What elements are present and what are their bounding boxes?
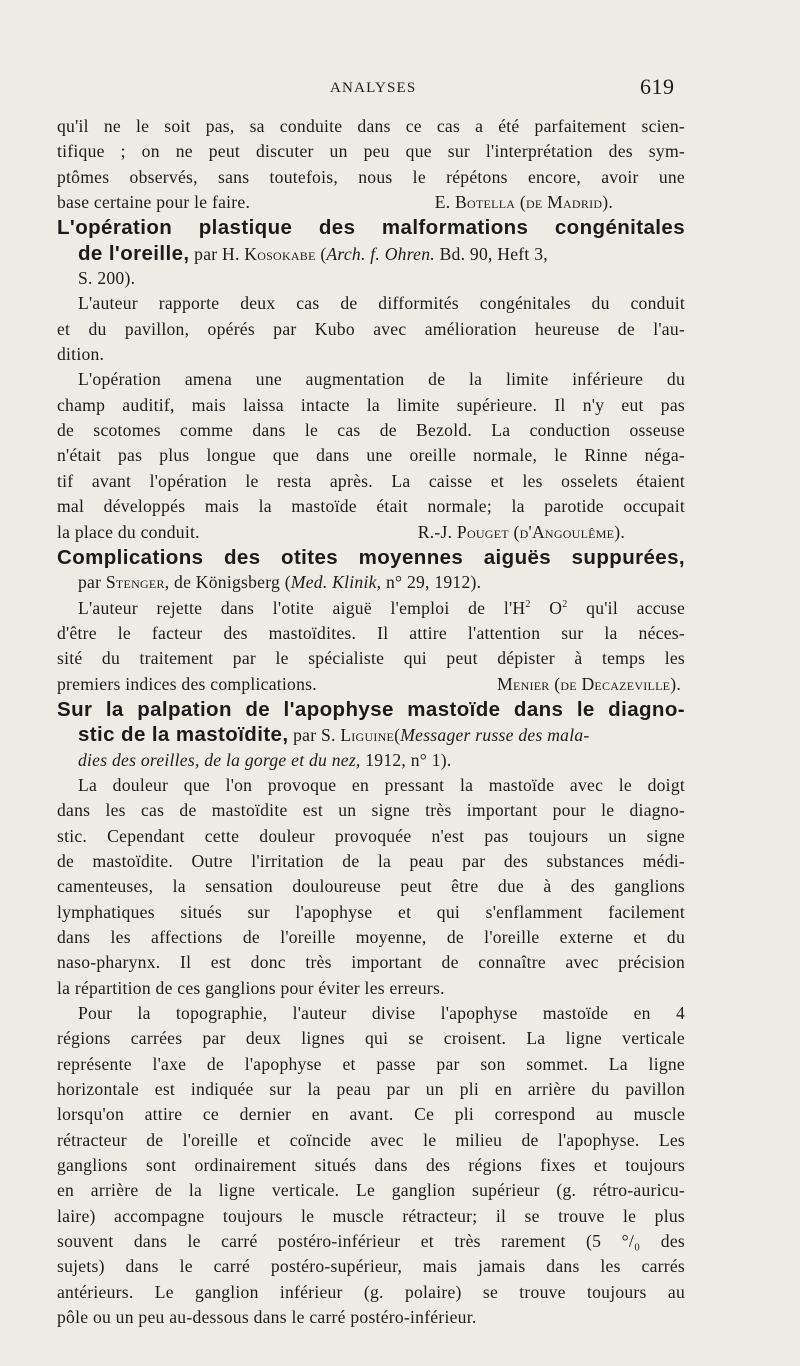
text-line: de mastoïdite. Outre l'irritation de la peau par des substances médi-: [57, 850, 685, 871]
text-line: Pour la topographie, l'auteur divise l'apophyse mastoïde en 4: [78, 1003, 685, 1024]
text-line: pôle ou un peu au-dessous dans le carré postéro-inférieur.: [57, 1307, 477, 1328]
article-title-continued: de l'oreille,: [78, 241, 190, 265]
citation-details: S. 200).: [78, 268, 136, 289]
text-line: tif avant l'opération le resta après. La caisse et les osselets étaient: [57, 470, 685, 491]
text-column: [57, 114, 685, 1331]
text-line: sité du traitement par le spécialiste qui peut dépister à temps les: [57, 648, 685, 669]
journal-name: Messager russe des mala-: [400, 725, 590, 746]
text-line: la répartition de ces ganglions pour éviter les erreurs.: [57, 977, 445, 998]
journal-name: Arch. f. Ohren.: [326, 243, 435, 264]
reviewer-signature: Menier (de Decazeville).: [497, 673, 681, 694]
citation-details: 1912, n° 1).: [365, 749, 452, 770]
citation-details: [57, 748, 685, 773]
journal-name: Med. Klinik,: [290, 572, 382, 593]
page-number: 619: [640, 74, 675, 99]
text-line: dition.: [57, 344, 105, 365]
text-line: stic. Cependant cette douleur provoquée n'est pas toujours un signe: [57, 825, 685, 846]
text-fragment: qu'il accuse: [567, 597, 685, 618]
text-fragment: L'auteur rejette dans l'otite aiguë l'emploi de l'H: [78, 597, 526, 618]
citation-paren: (: [320, 243, 327, 264]
review-liguine: [57, 697, 685, 1331]
text-line: ganglions sont ordinairement situés dans des régions fixes et toujours: [57, 1155, 685, 1176]
review-continuation: [57, 114, 685, 215]
text-fragment: O: [530, 597, 563, 618]
text-line: et du pavillon, opérés par Kubo avec amélioration heureuse de l'au-: [57, 318, 685, 339]
text-line: qu'il ne le soit pas, sa conduite dans ce cas a été parfaitement scien-: [57, 116, 685, 136]
byline-text: par H.: [194, 243, 240, 264]
text-line: La douleur que l'on provoque en pressant la mastoïde avec le doigt: [78, 774, 685, 795]
text-line: souvent dans le carré postéro-inférieur et très rarement (5 °/₀ des: [57, 1231, 685, 1252]
text-line: ptômes observés, sans toutefois, nous le répétons encore, avoir une: [57, 166, 685, 187]
text-line: tifique ; on ne peut discuter un peu que sur l'interprétation des sym-: [57, 141, 685, 162]
text-fragment: premiers indices des complications.: [57, 673, 317, 694]
superscript: 2: [525, 598, 531, 610]
author-name: Kosokabe: [244, 243, 316, 264]
article-byline: [57, 570, 685, 595]
author-name: Stenger,: [105, 572, 170, 593]
text-line: dans les cas de mastoïdite est un signe très important pour le diagno-: [57, 800, 685, 821]
text-line: [57, 672, 685, 697]
text-line: champ auditif, mais laissa intacte la limite supérieure. Il n'y eut pas: [57, 394, 685, 415]
byline-text: de Königsberg (: [174, 572, 291, 593]
text-line: de scotomes comme dans le cas de Bezold. La conduction osseuse: [57, 420, 685, 441]
article-byline: [57, 722, 685, 747]
byline-text: par S.: [293, 725, 336, 746]
review-kosokabe: [57, 215, 685, 544]
citation-paren: (: [394, 725, 401, 746]
byline-text: par: [78, 572, 102, 593]
article-byline: [57, 241, 685, 266]
superscript: 2: [562, 598, 568, 610]
article-title: L'opération plastique des malformations congénitales: [57, 216, 685, 240]
text-line: lymphatiques situés sur l'apophyse et qui s'enflamment facilement: [57, 901, 685, 922]
text-line: d'être le facteur des mastoïdites. Il attire l'attention sur la néces-: [57, 622, 685, 643]
text-line: [57, 190, 685, 215]
text-line: laire) accompagne toujours le muscle rétracteur; il se trouve le plus: [57, 1205, 685, 1226]
author-name: Liguine: [340, 725, 395, 746]
text-fragment: base certaine pour le faire.: [57, 192, 251, 213]
article-title: Sur la palpation de l'apophyse mastoïde dans le diagno-: [57, 697, 685, 721]
text-line: sujets) dans le carré postéro-supérieur, mais jamais dans les carrés: [57, 1256, 685, 1277]
text-line: régions carrées par deux lignes qui se croisent. La ligne verticale: [57, 1028, 685, 1049]
text-line: n'était pas plus longue que dans une oreille normale, le Rinne néga-: [57, 445, 685, 466]
running-header: [0, 76, 800, 102]
text-line: rétracteur de l'oreille et coïncide avec le milieu de l'apophyse. Les: [57, 1129, 685, 1150]
citation-details: n° 29, 1912).: [385, 572, 482, 593]
text-line: [57, 596, 685, 621]
text-line: L'auteur rapporte deux cas de difformités congénitales du conduit: [78, 293, 685, 314]
text-line: [57, 520, 685, 545]
citation-details: Bd. 90, Heft 3,: [439, 243, 548, 264]
reviewer-signature: E. Botella (de Madrid).: [434, 192, 613, 213]
running-title: ANALYSES: [330, 80, 417, 96]
text-line: en arrière de la ligne verticale. Le ganglion supérieur (g. rétro-auricu-: [57, 1180, 685, 1201]
article-title: Complications des otites moyennes aiguës suppurées,: [57, 545, 685, 569]
journal-name: dies des oreilles, de la gorge et du nez,: [78, 749, 361, 770]
article-title-continued: stic de la mastoïdite,: [78, 723, 289, 747]
text-fragment: la place du conduit.: [57, 521, 200, 542]
text-line: représente l'axe de l'apophyse et passe par son sommet. La ligne: [57, 1053, 685, 1074]
text-line: naso-pharynx. Il est donc très important de connaître avec précision: [57, 952, 685, 973]
text-line: camenteuses, la sensation douloureuse peut être due à des ganglions: [57, 876, 685, 897]
text-line: lorsqu'on attire ce dernier en avant. Ce pli correspond au muscle: [57, 1104, 685, 1125]
text-line: mal développés mais la mastoïde était normale; la parotide occupait: [57, 496, 685, 517]
text-line: horizontale est indiquée sur la peau par un pli en arrière du pavillon: [57, 1079, 685, 1100]
text-line: antérieurs. Le ganglion inférieur (g. polaire) se trouve toujours au: [57, 1281, 685, 1302]
reviewer-signature: R.-J. Pouget (d'Angoulême).: [417, 521, 625, 542]
text-line: L'opération amena une augmentation de la limite inférieure du: [78, 369, 685, 390]
text-line: dans les affections de l'oreille moyenne, de l'oreille externe et du: [57, 927, 685, 947]
review-stenger: [57, 545, 685, 697]
